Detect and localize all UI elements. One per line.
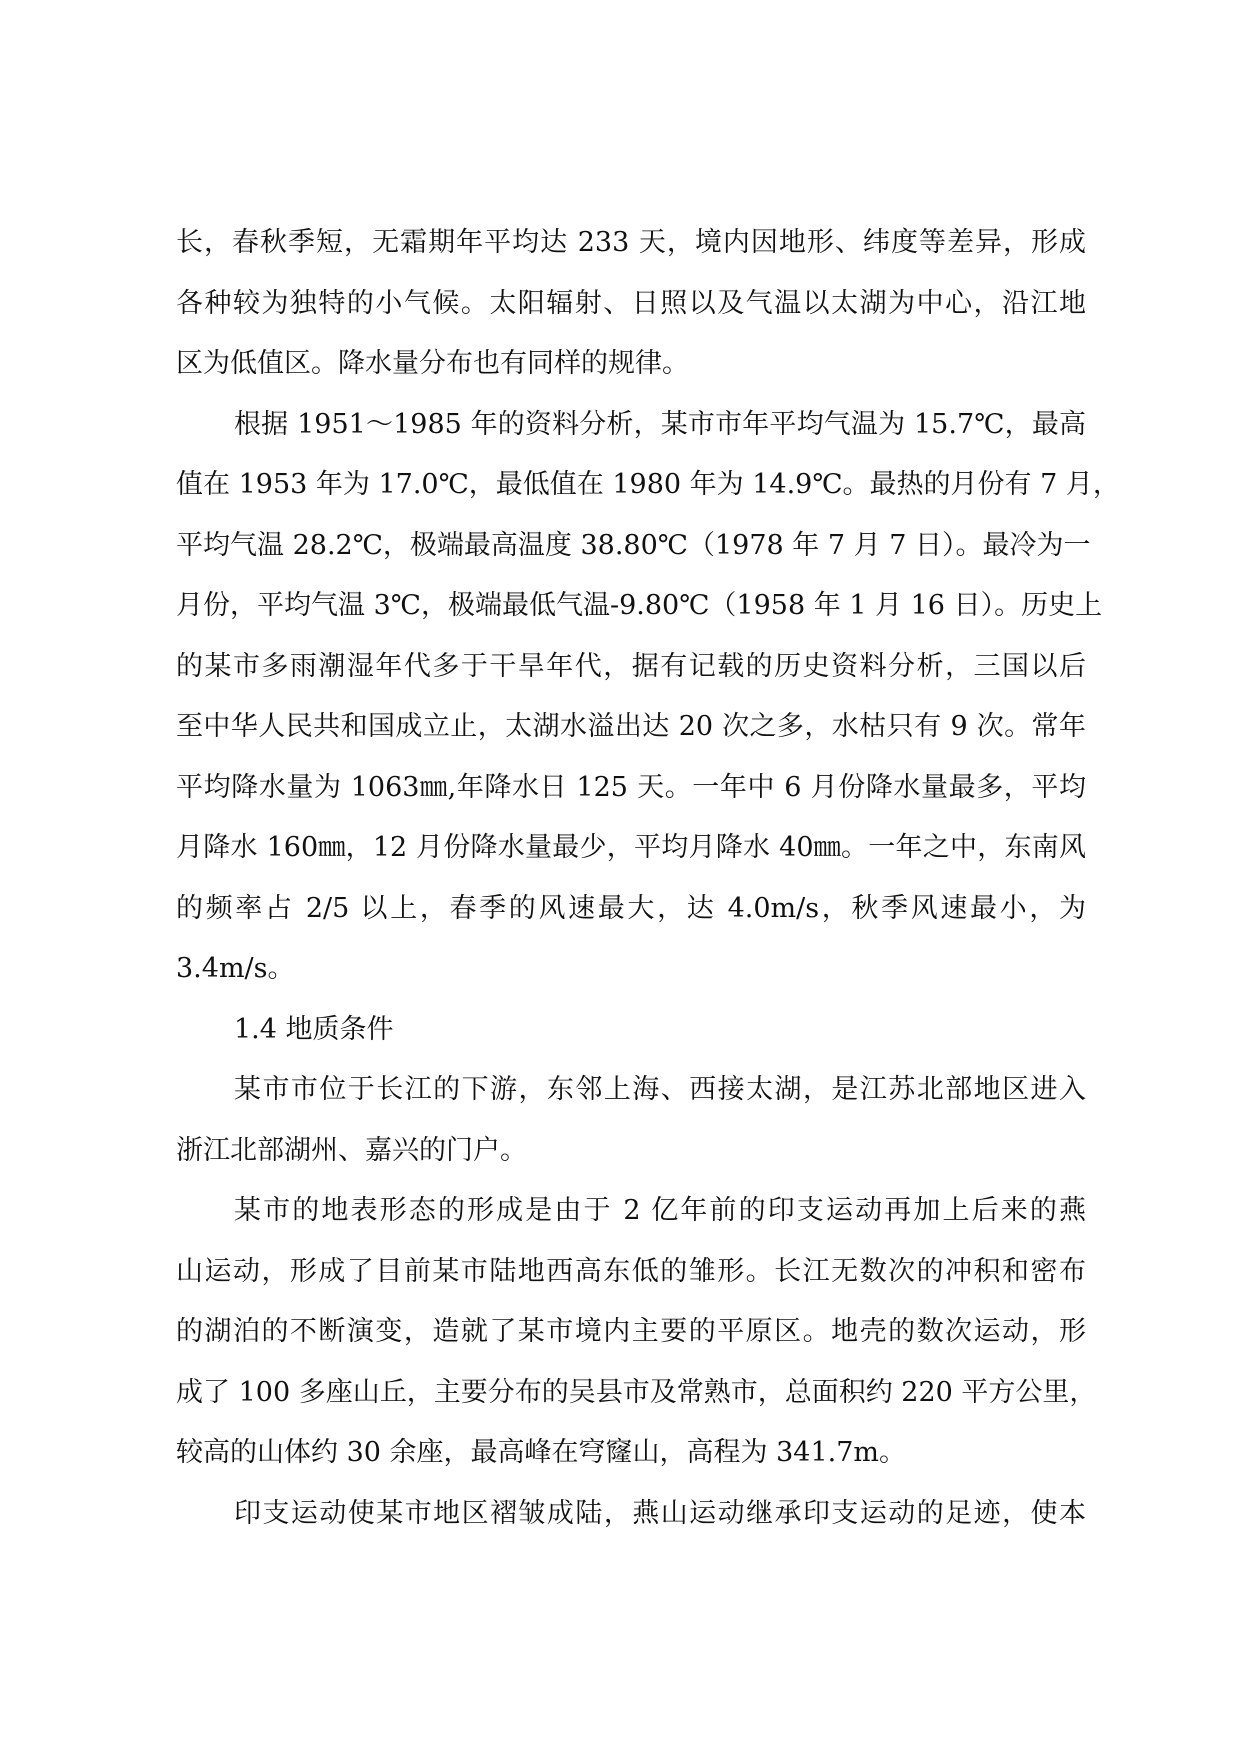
text-line: 某市市位于长江的下游，东邻上海、西接太湖，是江苏北部地区进入 (234, 1074, 1086, 1105)
text-line: 平均降水量为 1063㎜,年降水日 125 天。一年中 6 月份降水量最多，平均 (176, 771, 1086, 803)
text-line: 平均气温 28.2℃，极端最高温度 38.80℃（1978 年 7 月 7 日）。最冷为一 (176, 529, 1091, 561)
text-line: 各种较为独特的小气候。太阳辐射、日照以及气温以太湖为中心，沿江地 (176, 287, 1086, 319)
text-line: 区为低值区。降水量分布也有同样的规律。 (176, 348, 689, 379)
text-line: 浙江北部湖州、嘉兴的门户。 (176, 1134, 527, 1166)
text-line: 某市的地表形态的形成是由于 2 亿年前的印支运动再加上后来的燕 (234, 1195, 1086, 1226)
text-line: 长，春秋季短，无霜期年平均达 233 天，境内因地形、纬度等差异，形成 (176, 227, 1086, 258)
text-line: 根据 1951～1985 年的资料分析，某市市年平均气温为 15.7℃，最高 (234, 408, 1086, 440)
text-line: 的频率占 2/5 以上，春季的风速最大，达 4.0m/s，秋季风速最小，为 (176, 892, 1086, 924)
text-line: 成了 100 多座山丘，主要分布的吴县市及常熟市，总面积约 220 平方公里， (176, 1376, 1097, 1408)
text-line: 印支运动使某市地区褶皱成陆，燕山运动继承印支运动的足迹，使本 (234, 1497, 1086, 1529)
text-line: 的某市多雨潮湿年代多于干旱年代，据有记载的历史资料分析，三国以后 (176, 650, 1086, 682)
text-line: 3.4m/s。 (176, 953, 295, 984)
document-body (176, 223, 1120, 1554)
text-line: 月份，平均气温 3℃，极端最低气温-9.80℃（1958 年 1 月 16 日）。历史上 (176, 590, 1103, 621)
section-heading: 1.4 地质条件 (234, 1013, 394, 1045)
text-line: 至中华人民共和国成立止，太湖水溢出达 20 次之多，水枯只有 9 次。常年 (176, 711, 1086, 742)
text-line: 的湖泊的不断演变，造就了某市境内主要的平原区。地壳的数次运动，形 (176, 1316, 1086, 1347)
text-line: 月降水 160㎜，12 月份降水量最少，平均月降水 40㎜。一年之中，东南风 (176, 832, 1086, 863)
text-line: 山运动，形成了目前某市陆地西高东低的雏形。长江无数次的冲积和密布 (176, 1255, 1086, 1287)
text-line: 较高的山体约 30 余座，最高峰在穹窿山，高程为 341.7m。 (176, 1437, 907, 1468)
text-line: 值在 1953 年为 17.0℃，最低值在 1980 年为 14.9℃。最热的月份有 7 月， (176, 469, 1120, 500)
